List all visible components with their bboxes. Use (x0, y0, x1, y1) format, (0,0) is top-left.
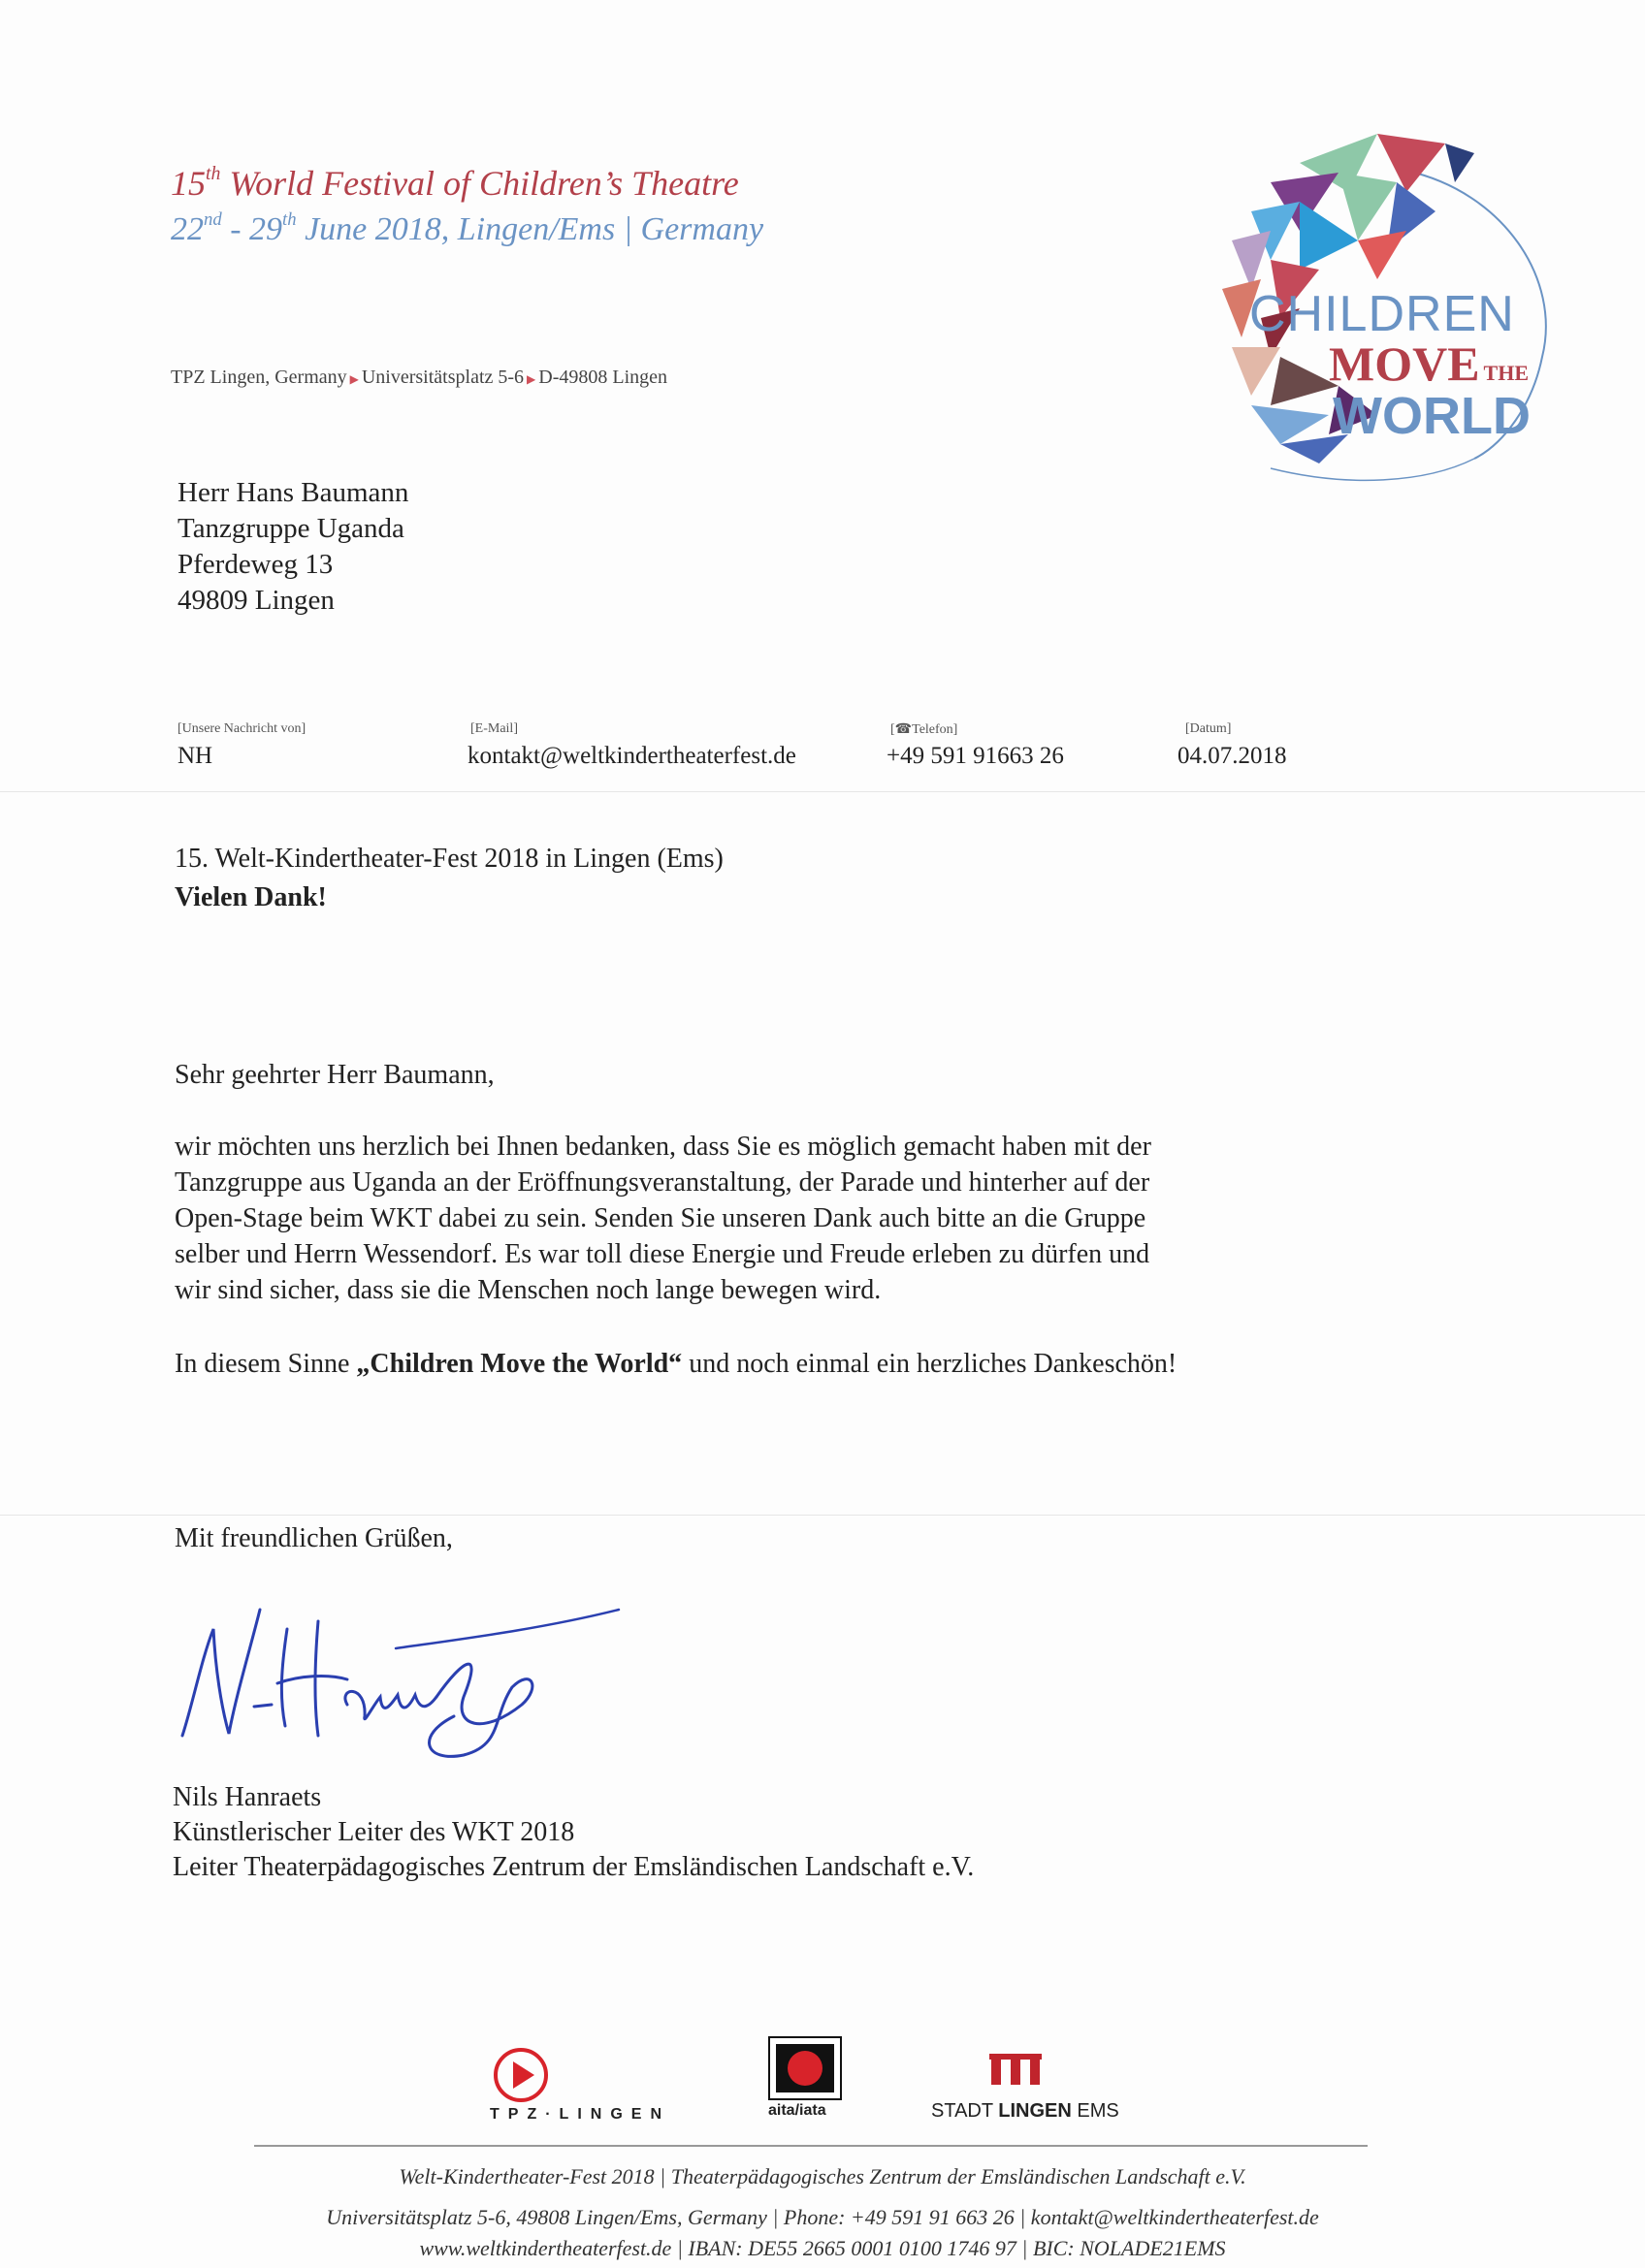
email-value: kontakt@weltkindertheaterfest.de (468, 743, 796, 769)
phone-label: [☎Telefon] (890, 722, 958, 737)
handwritten-signature (173, 1590, 638, 1765)
recipient-org: Tanzgruppe Uganda (177, 513, 404, 544)
festival-dates: 22nd - 29th June 2018, Lingen/Ems | Germany (171, 209, 764, 247)
tpz-lingen-logo: TPZ·LINGEN (490, 2046, 684, 2124)
footer-line-3: www.weltkindertheaterfest.de | IBAN: DE55 2665 0001 0100 1746 97 | BIC: NOLADE21EMS (419, 2236, 1226, 2260)
email-label: [E-Mail] (470, 721, 518, 736)
body-line: Tanzgruppe aus Uganda an der Eröffnungsveranstaltung, der Parade und hinterher auf der (175, 1167, 1150, 1198)
recipient-address (177, 475, 408, 619)
ref-label: [Unsere Nachricht von] (177, 721, 306, 736)
recipient-city: 49809 Lingen (177, 585, 335, 616)
play-circle-icon (492, 2046, 550, 2104)
subject-line: 15. Welt-Kindertheater-Fest 2018 in Lingen (Ems) (175, 844, 724, 874)
closing: Mit freundlichen Grüßen, (175, 1523, 453, 1553)
body-line: selber und Herrn Wessendorf. Es war toll diese Energie und Freude erleben zu dürfen und (175, 1239, 1150, 1269)
logo-line-move: MOVE THE (1329, 336, 1530, 391)
stadt-lingen-logo: STADT LINGEN EMS (931, 2054, 1125, 2131)
footer-line-1: Welt-Kindertheater-Fest 2018 | Theaterpädagogisches Zentrum der Emsländischen Landschaft e.V. (399, 2164, 1246, 2188)
signer-role: Künstlerischer Leiter des WKT 2018 (173, 1817, 575, 1847)
aita-iata-logo: aita/iata (764, 2036, 861, 2124)
logo-line-children: CHILDREN (1249, 286, 1515, 342)
arrow-right-icon: ▶ (349, 372, 359, 386)
telephone-icon: ☎ (894, 722, 913, 737)
recipient-name: Herr Hans Baumann (177, 477, 409, 508)
body-line: Open-Stage beim WKT dabei zu sein. Senden Sie unseren Dank auch bitte an die Gruppe (175, 1203, 1146, 1233)
signer-role: Leiter Theaterpädagogisches Zentrum der Emsländischen Landschaft e.V. (173, 1852, 975, 1882)
date-value: 04.07.2018 (1177, 743, 1287, 769)
festival-title: 15th World Festival of Children’s Theatre (171, 163, 739, 203)
recipient-street: Pferdeweg 13 (177, 549, 334, 580)
ref-value: NH (177, 743, 213, 769)
salutation: Sehr geehrter Herr Baumann, (175, 1060, 495, 1090)
subject-bold-line: Vielen Dank! (175, 882, 327, 912)
signature-block (173, 1780, 974, 1885)
body-line: wir möchten uns herzlich bei Ihnen bedanken, dass Sie es möglich gemacht haben mit der (175, 1132, 1151, 1162)
children-move-the-world-logo (1154, 124, 1562, 493)
footer-line-2: Universitätsplatz 5-6, 49808 Lingen/Ems, Germany | Phone: +49 591 91 663 26 | kontakt@weltkindertheaterfest.de (326, 2205, 1319, 2229)
body-paragraph-2: In diesem Sinne „Children Move the World“ und noch einmal ein herzliches Dankeschön! (175, 1349, 1177, 1379)
footer-divider (254, 2145, 1368, 2147)
sender-address-line: TPZ Lingen, Germany ▶ Universitätsplatz 5-6 ▶ D-49808 Lingen (171, 367, 668, 388)
body-paragraph (175, 1129, 1151, 1308)
signer-name: Nils Hanraets (173, 1782, 322, 1812)
paper-fold-line (0, 791, 1645, 792)
body-line: wir sind sicher, dass sie die Menschen noch lange bewegen wird. (175, 1275, 882, 1305)
phone-value: +49 591 91663 26 (887, 743, 1064, 769)
subject (175, 840, 724, 917)
aita-emblem-icon (768, 2036, 842, 2100)
logo-line-world: WORLD (1333, 387, 1531, 445)
paper-fold-line (0, 1515, 1645, 1516)
date-label: [Datum] (1185, 721, 1232, 736)
arrow-right-icon: ▶ (527, 372, 536, 386)
city-crest-icon (989, 2054, 1042, 2089)
